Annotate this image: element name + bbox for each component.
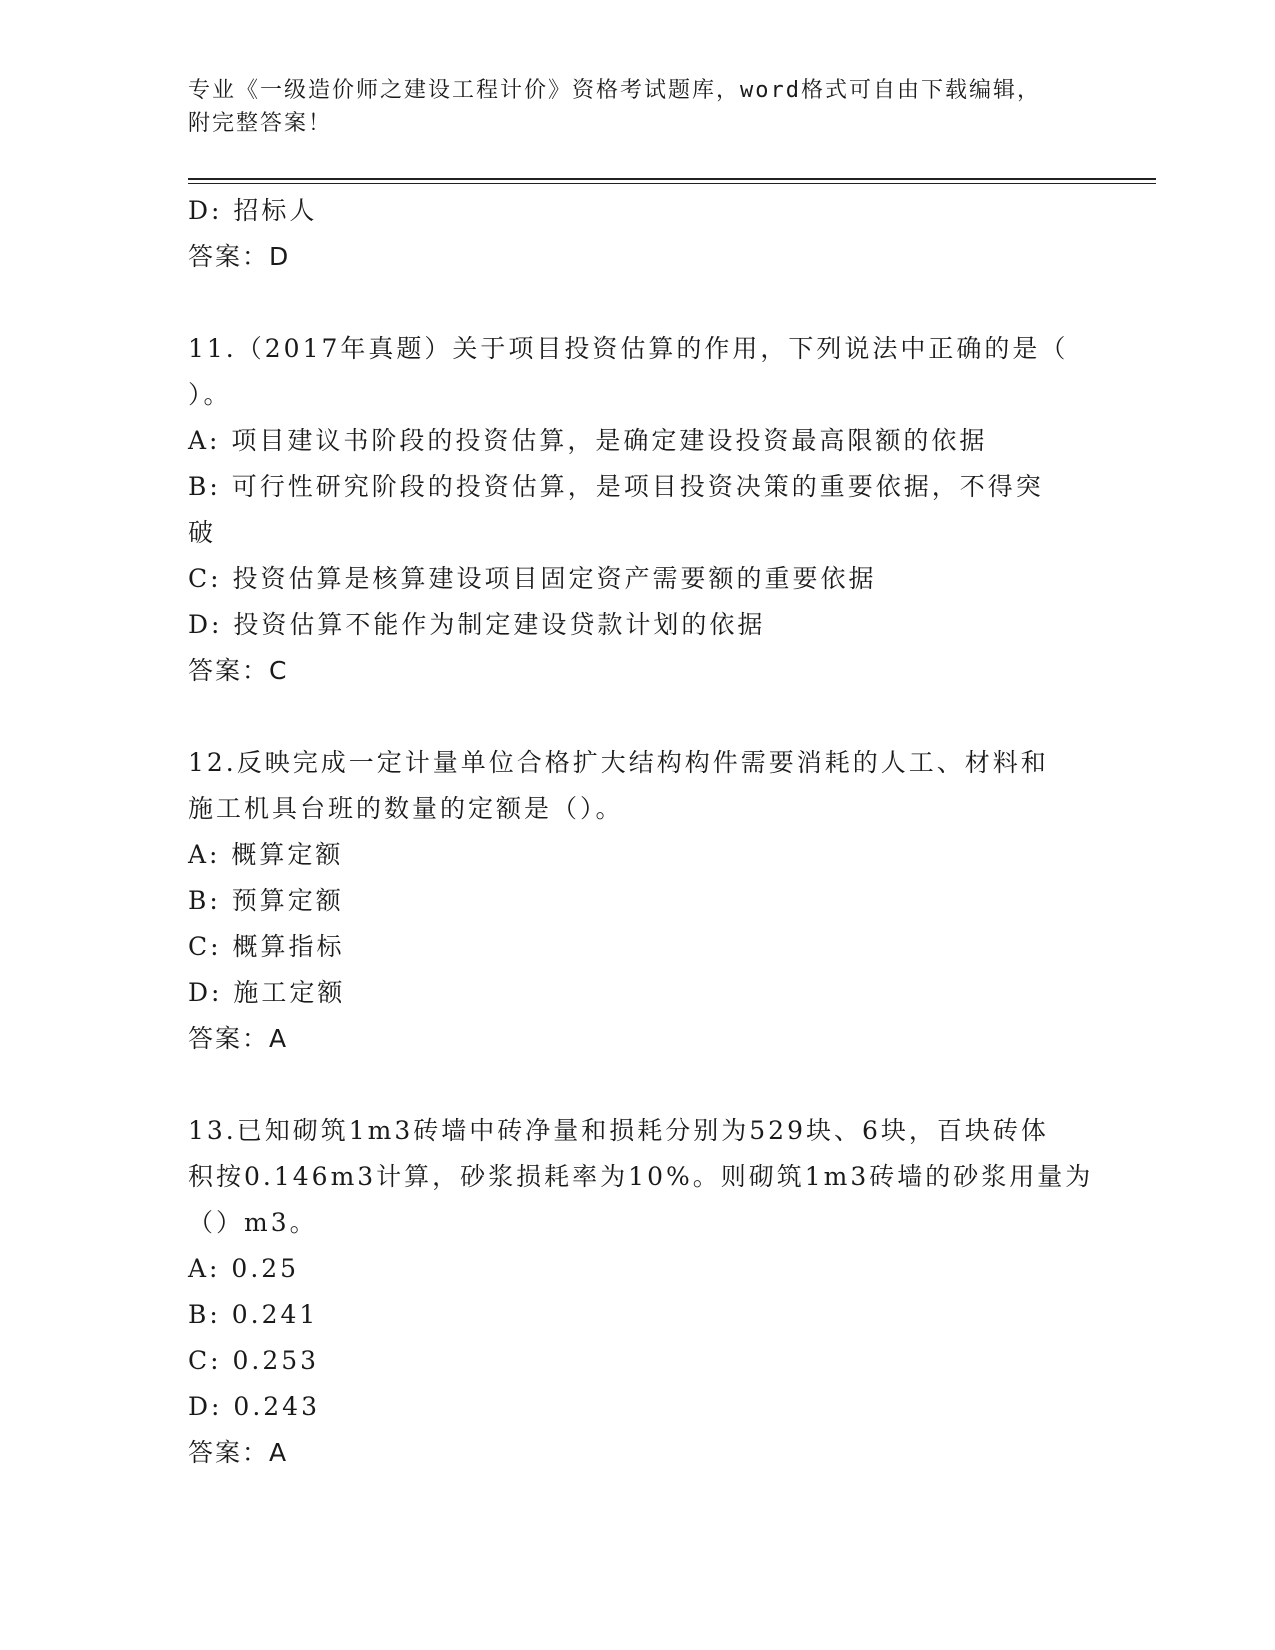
q12-text-line-2: 施工机具台班的数量的定额是（）。 — [188, 794, 624, 823]
spacer — [188, 280, 1088, 326]
q11-option-a: A: 项目建议书阶段的投资估算，是确定建设投资最高限额的依据 — [188, 426, 988, 455]
question-13 — [188, 1108, 1094, 1476]
q11-option-c: C: 投资估算是核算建设项目固定资产需要额的重要依据 — [188, 564, 877, 593]
q13-option-c: C: 0.253 — [188, 1346, 320, 1375]
q11-text-line-2: ）。 — [188, 380, 232, 409]
q12-option-d: D: 施工定额 — [188, 978, 346, 1007]
question-12 — [188, 740, 1088, 1062]
q13-option-b: B: 0.241 — [188, 1300, 319, 1329]
header-rule-thin — [188, 183, 1156, 184]
prev-option-d: D: 招标人 — [188, 196, 318, 225]
spacer — [188, 694, 1088, 740]
q13-text-line-1: 13.已知砌筑1m3砖墙中砖净量和损耗分别为529块、6块，百块砖体 — [188, 1116, 1049, 1145]
q12-option-c: C: 概算指标 — [188, 932, 345, 961]
question-11 — [188, 326, 1088, 694]
q13-text-line-2: 积按0.146m3计算，砂浆损耗率为10%。则砌筑1m3砖墙的砂浆用量为 — [188, 1162, 1094, 1191]
question-list — [188, 188, 1094, 1476]
header-rule-thick — [188, 178, 1156, 180]
q11-text-line-1: 11.（2017年真题）关于项目投资估算的作用，下列说法中正确的是（ — [188, 334, 1069, 363]
q11-answer: 答案：C — [188, 656, 289, 685]
q11-option-b-line-2: 破 — [188, 518, 217, 547]
header-line-2: 附完整答案！ — [188, 111, 333, 136]
q13-answer: 答案：A — [188, 1438, 289, 1467]
spacer — [188, 1062, 1088, 1108]
q13-option-a: A: 0.25 — [188, 1254, 300, 1283]
q11-option-b-line-1: B: 可行性研究阶段的投资估算，是项目投资决策的重要依据，不得突 — [188, 472, 1044, 501]
document-header — [188, 74, 1068, 140]
q12-option-b: B: 预算定额 — [188, 886, 344, 915]
q12-option-a: A: 概算定额 — [188, 840, 344, 869]
prev-answer: 答案：D — [188, 242, 291, 271]
q12-answer: 答案：A — [188, 1024, 289, 1053]
q13-option-d: D: 0.243 — [188, 1392, 320, 1421]
q12-text-line-1: 12.反映完成一定计量单位合格扩大结构构件需要消耗的人工、材料和 — [188, 748, 1049, 777]
q13-text-line-3: （）m3。 — [188, 1208, 318, 1237]
q11-option-d: D: 投资估算不能作为制定建设贷款计划的依据 — [188, 610, 766, 639]
header-line-1: 专业《一级造价师之建设工程计价》资格考试题库，word格式可自由下载编辑， — [188, 78, 1041, 103]
